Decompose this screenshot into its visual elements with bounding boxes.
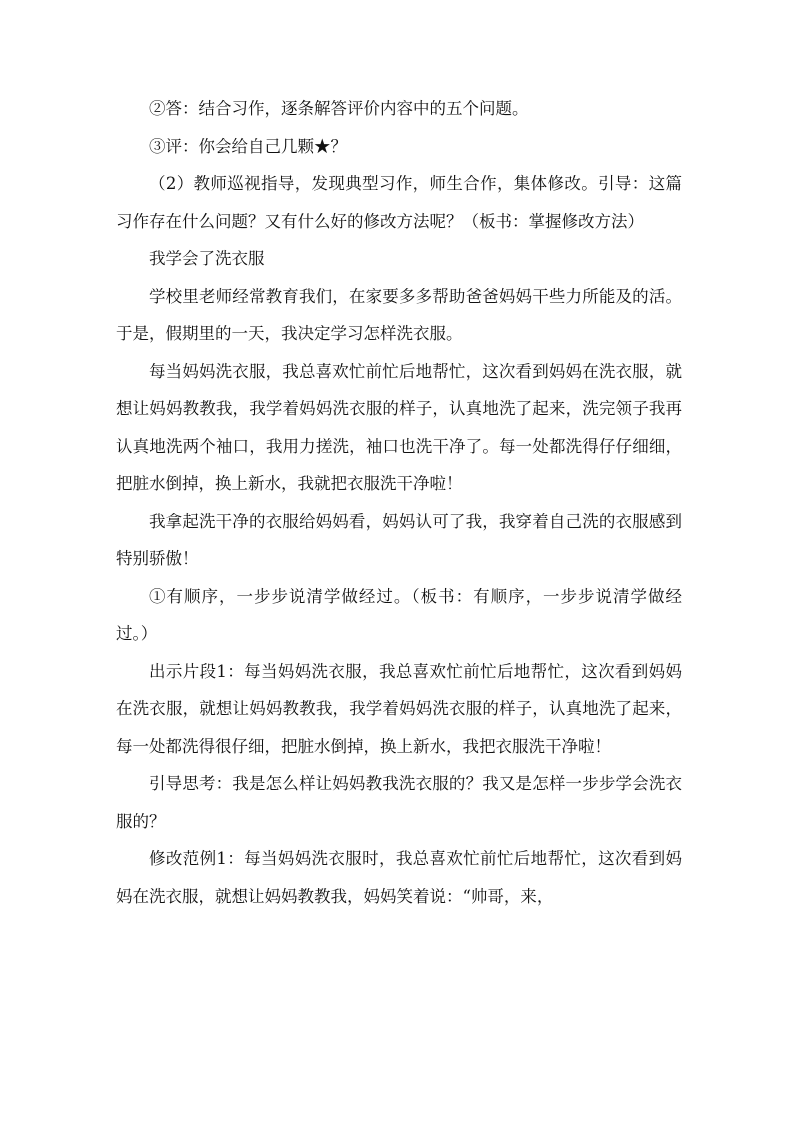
essay-paragraph-3: 我拿起洗干净的衣服给妈妈看，妈妈认可了我，我穿着自己洗的衣服感到特别骄傲！	[116, 511, 682, 568]
essay-paragraph-2: 每当妈妈洗衣服，我总喜欢忙前忙后地帮忙，这次看到妈妈在洗衣服，就想让妈妈教教我，我学着妈妈洗衣服的样子，认真地洗了起来，洗完领子我再认真地洗两个袖口，我用力搓洗，袖口也洗干净了。每一处都洗得仔仔细细，把脏水倒掉，换上新水，我就把衣服洗干净啦！	[116, 361, 682, 493]
document-body	[116, 90, 682, 915]
paragraph-guided-thinking: 引导思考：我是怎么样让妈妈教我洗衣服的？我又是怎样一步步学会洗衣服的？	[116, 774, 682, 831]
paragraph-excerpt-1: 出示片段1：每当妈妈洗衣服，我总喜欢忙前忙后地帮忙，这次看到妈妈在洗衣服，就想让妈妈教教我，我学着妈妈洗衣服的样子，认真地洗了起来，每一处都洗得很仔细，把脏水倒掉，换上新水，我把衣服洗干净啦！	[116, 661, 682, 756]
paragraph-evaluate: ③评：你会给自己几颗★？	[149, 136, 347, 156]
paragraph-answer: ②答：结合习作，逐条解答评价内容中的五个问题。	[149, 99, 529, 118]
paragraph-sequence-point: ①有顺序，一步步说清学做经过。（板书：有顺序，一步步说清学做经过。）	[116, 586, 682, 643]
paragraph-teacher-guidance: （2）教师巡视指导，发现典型习作，师生合作，集体修改。引导：这篇习作存在什么问题？又有什么好的修改方法呢？（板书：掌握修改方法）	[116, 174, 682, 231]
essay-title: 我学会了洗衣服	[149, 249, 265, 268]
paragraph-revision-example-1: 修改范例1：每当妈妈洗衣服时，我总喜欢忙前忙后地帮忙，这次看到妈妈在洗衣服，就想让妈妈教教我，妈妈笑着说：“帅哥，来，	[116, 849, 682, 906]
essay-paragraph-1: 学校里老师经常教育我们，在家要多多帮助爸爸妈妈干些力所能及的活。于是，假期里的一天，我决定学习怎样洗衣服。	[116, 286, 682, 343]
